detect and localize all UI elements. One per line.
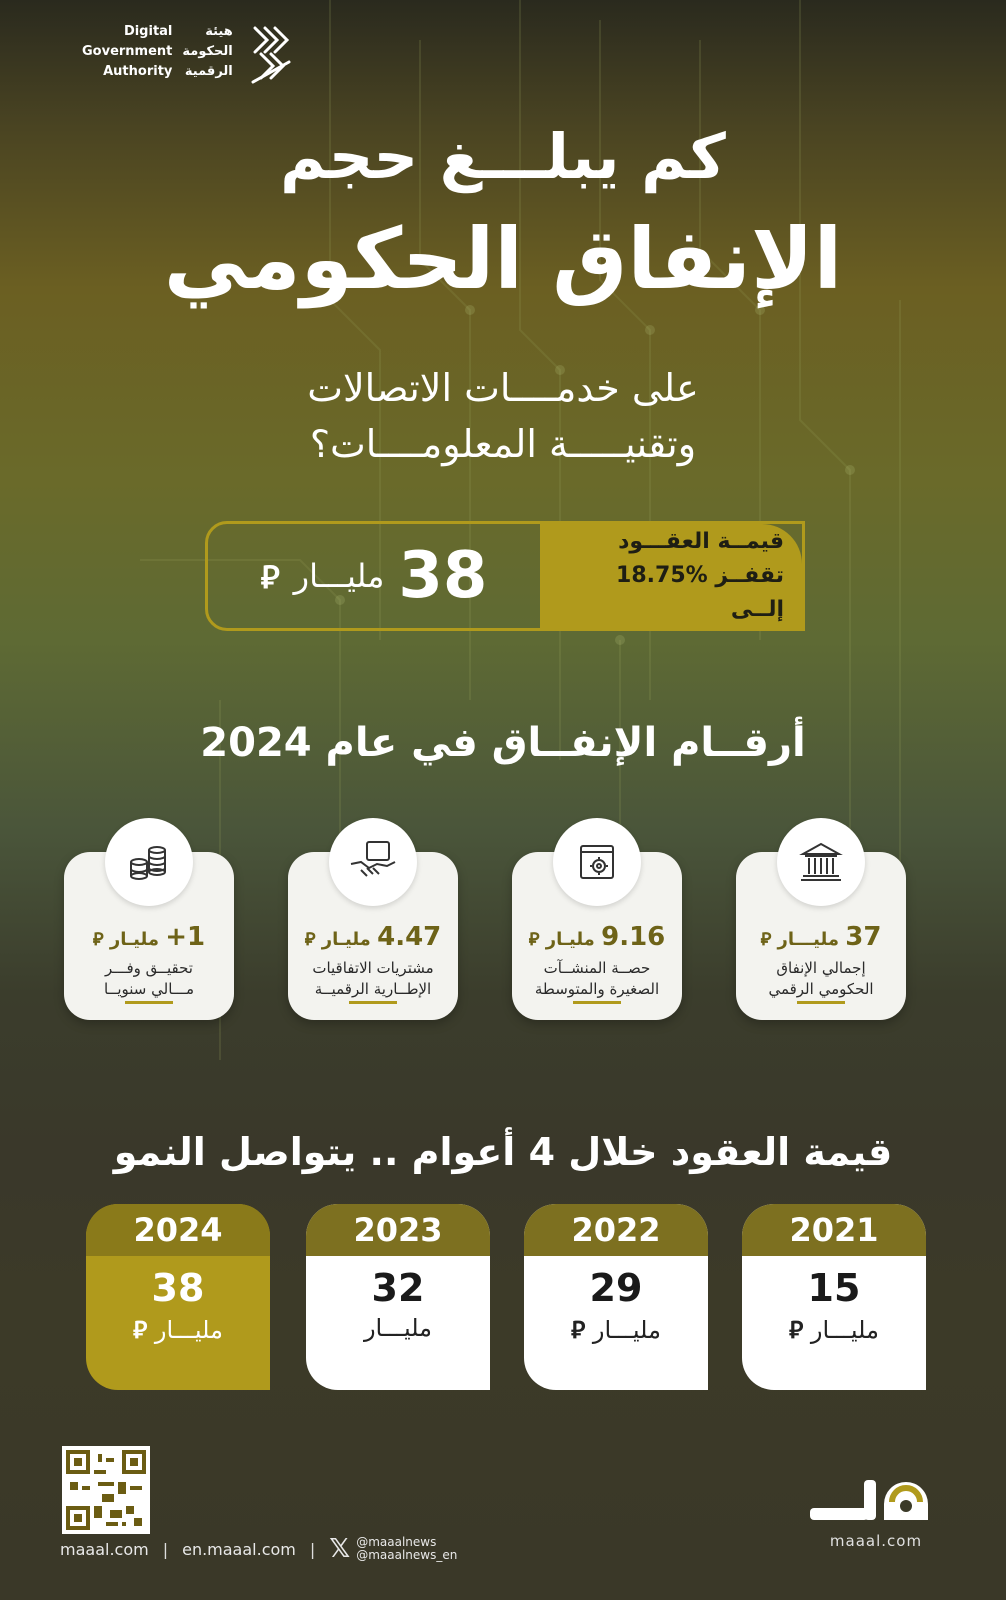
year-value: 38	[151, 1266, 205, 1310]
subtitle-line-1: على خدمــــات الاتصالات	[307, 366, 699, 410]
x-logo-icon: 𝕏	[329, 1533, 351, 1564]
handle-1: @maaalnews	[356, 1535, 437, 1549]
subtitle	[0, 360, 1006, 472]
highlight-label-2: تقفــز %18.75 إلــى	[616, 563, 784, 622]
org-name-ar-1: هيئة	[205, 24, 233, 39]
year-value: 29	[589, 1266, 643, 1310]
org-name-en-3: Authority	[103, 64, 173, 79]
handle-2: @maaalnews_en	[356, 1548, 458, 1562]
year-card-2022	[524, 1204, 708, 1390]
card-divider	[125, 1001, 173, 1004]
section-title-2024: أرقــام الإنفــاق في عام 2024	[200, 720, 806, 766]
stat-desc: تحقيــق وفـــر مـــالي سنويــا	[103, 959, 194, 998]
org-name-ar-3: الرقمية	[184, 64, 233, 79]
riyal-icon: ⃁	[260, 558, 280, 596]
stat-desc: إجمالي الإنفاق الحكومي الرقمي	[768, 959, 874, 998]
maaal-logo-icon	[806, 1476, 946, 1526]
divider: |	[162, 1539, 169, 1559]
year-value: 15	[807, 1266, 861, 1310]
title-line-2: الإنفاق الحكومي	[163, 210, 843, 308]
year-unit: مليـــار ⃁	[571, 1316, 661, 1344]
highlight-unit: مليـــار	[293, 557, 385, 595]
section-title-growth: قيمة العقود خلال 4 أعوام .. يتواصل النمو	[113, 1130, 893, 1174]
dga-logo	[82, 22, 295, 86]
stat-value: 9.16 مليـار ⃁	[528, 922, 666, 952]
contract-value-highlight	[205, 521, 805, 631]
year-card-2023	[306, 1204, 490, 1390]
highlight-label	[540, 524, 802, 628]
highlight-label-1: قيمــة العقـــود	[618, 529, 784, 554]
site-link-ar[interactable]: maaal.com	[60, 1539, 149, 1559]
year-label: 2022	[524, 1204, 708, 1256]
year-card-2024	[86, 1204, 270, 1390]
year-label: 2023	[306, 1204, 490, 1256]
year-unit: مليـــار ⃁	[133, 1316, 223, 1344]
org-name-ar-2: الحكومة	[182, 44, 233, 59]
subtitle-line-2: وتقنيـــــة المعلومــــات؟	[309, 422, 697, 466]
year-label: 2024	[86, 1204, 270, 1256]
handshake-icon	[329, 818, 417, 906]
stat-value: 37 مليـــار ⃁	[760, 922, 882, 952]
brand-site: maaal.com	[829, 1532, 923, 1550]
stat-desc: مشتريات الاتفاقيات الإطــارية الرقميــة	[312, 959, 434, 998]
site-link-en[interactable]: en.maaal.com	[182, 1539, 296, 1559]
x-handles[interactable]	[329, 1533, 458, 1564]
card-divider	[349, 1001, 397, 1004]
year-unit: مليـــار	[363, 1314, 433, 1342]
year-unit: مليـــار ⃁	[789, 1316, 879, 1344]
title-line-1: كم يبلـــغ حجم	[280, 120, 726, 193]
year-value: 32	[371, 1266, 425, 1310]
highlight-value: 38	[398, 539, 488, 613]
maaal-logo	[806, 1476, 946, 1550]
org-name-en-2: Government	[82, 44, 173, 59]
stat-desc: حصــة المنشــآت الصغيرة والمتوسطة	[534, 959, 660, 998]
bank-icon	[777, 818, 865, 906]
coins-icon	[105, 818, 193, 906]
footer-links	[60, 1533, 458, 1564]
stat-value: 1+ مليـار ⃁	[92, 922, 206, 952]
highlight-value-group	[208, 524, 540, 628]
stat-value: 4.47 مليـار ⃁	[304, 922, 442, 952]
org-name-en-1: Digital	[123, 24, 173, 39]
qr-code[interactable]	[62, 1446, 150, 1534]
year-card-2021	[742, 1204, 926, 1390]
year-label: 2021	[742, 1204, 926, 1256]
gear-window-icon	[553, 818, 641, 906]
stat-card-framework	[288, 852, 458, 1020]
card-divider	[797, 1001, 845, 1004]
stat-card-sme	[512, 852, 682, 1020]
stat-card-total	[736, 852, 906, 1020]
dga-mark-icon	[247, 22, 295, 86]
card-divider	[573, 1001, 621, 1004]
divider: |	[309, 1539, 316, 1559]
stat-card-savings	[64, 852, 234, 1020]
